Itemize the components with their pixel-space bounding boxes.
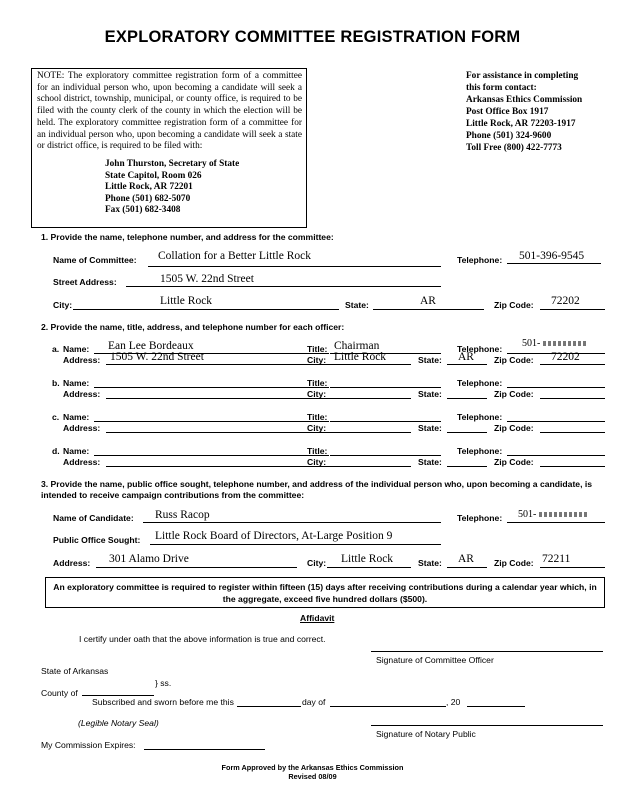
officer-a-name-value: Ean Lee Bordeaux [108,340,194,352]
office-sought-value: Little Rock Board of Directors, At-Large Position 9 [155,530,393,542]
candidate-telephone-label: Telephone: [457,513,503,523]
officer-b-address-label: Address: [63,389,101,399]
officer-a-state-value: AR [458,351,474,363]
street-label: Street Address: [53,277,117,287]
officer-a-state-label: State: [418,355,442,365]
officer-a-state-field[interactable] [447,364,487,365]
officer-c-title-field[interactable] [330,421,441,422]
officer-signature-field[interactable] [371,651,603,652]
redacted-mark [543,341,587,346]
year-field[interactable] [467,706,525,707]
officer-c-zip-field[interactable] [540,432,605,433]
candidate-address-label: Address: [53,558,91,568]
officer-b-zip-field[interactable] [540,398,605,399]
day-of-text: day of [302,697,326,707]
county-field[interactable] [82,695,154,696]
officer-a-zip-value: 72202 [551,351,580,363]
section2-question: 2. Provide the name, title, address, and telephone number for each officer: [41,322,345,332]
street-value: 1505 W. 22nd Street [160,273,254,285]
officer-c-telephone-field[interactable] [507,421,605,422]
officer-d-title-field[interactable] [330,455,441,456]
street-field[interactable] [126,286,441,287]
officer-a-zip-field[interactable] [540,364,605,365]
officer-b-state-field[interactable] [447,398,487,399]
officer-signature-label: Signature of Committee Officer [376,655,494,665]
officer-a-city-field[interactable] [327,364,411,365]
zip-field[interactable] [540,309,605,310]
officer-d-name-label: Name: [63,446,90,456]
officer-a-city-value: Little Rock [334,351,387,363]
officer-b-title-field[interactable] [330,387,441,388]
officer-a-title-label: Title: [307,344,328,354]
officer-c-name-label: Name: [63,412,90,422]
candidate-state-label: State: [418,558,442,568]
officer-b-title-label: Title: [307,378,328,388]
officer-c-letter: c. [52,412,60,422]
candidate-city-field[interactable] [327,567,411,568]
officer-d-telephone-field[interactable] [507,455,605,456]
notary-signature-label: Signature of Notary Public [376,729,476,739]
footer-revised: Revised 08/09 [288,772,337,781]
officer-c-title-label: Title: [307,412,328,422]
officer-a-zip-label: Zip Code: [494,355,534,365]
officer-d-state-label: State: [418,457,442,467]
ss-mark: } ss. [155,678,172,688]
officer-d-city-label: City: [307,457,327,467]
assistance-contact: For assistance in completing this form contact: Arkansas Ethics Commission Post Office Box 1917 Little Rock, AR 72203-1917 Phone (501) 324-9600 Toll Free (800) 422-7773 [466,71,583,153]
officer-c-zip-label: Zip Code: [494,423,534,433]
officer-d-state-field[interactable] [447,466,487,467]
footer-approval: Form Approved by the Arkansas Ethics Commission [221,763,404,772]
note-text: NOTE: The exploratory committee registration form of a committee for an individual person who, upon becoming a candidate will seek a school district, township, municipal, or county office, is required to be filed with the county clerk of the county in which the election will be held. The exploratory committee registration form of a committee for an individual person who, upon becoming a candidate will seek a state or district office, is required to be filed with: [37,71,302,152]
candidate-zip-value: 72211 [542,553,571,565]
city-field[interactable] [73,309,339,310]
committee-telephone-label: Telephone: [457,255,503,265]
officer-a-address-field[interactable] [106,364,329,365]
notary-signature-field[interactable] [371,725,603,726]
redacted-mark [539,512,589,517]
officer-d-address-label: Address: [63,457,101,467]
officer-a-address-label: Address: [63,355,101,365]
city-label: City: [53,300,73,310]
committee-name-field[interactable] [148,266,441,267]
officer-d-letter: d. [52,446,60,456]
city-value: Little Rock [160,295,213,307]
office-sought-label: Public Office Sought: [53,535,141,545]
officer-b-address-field[interactable] [106,398,329,399]
candidate-city-value: Little Rock [341,553,394,565]
officer-c-name-field[interactable] [94,421,329,422]
officer-b-name-label: Name: [63,378,90,388]
form-title: EXPLORATORY COMMITTEE REGISTRATION FORM [104,28,521,46]
officer-d-telephone-label: Telephone: [457,446,503,456]
officer-c-city-field[interactable] [327,432,411,433]
officer-d-zip-field[interactable] [540,466,605,467]
officer-b-telephone-label: Telephone: [457,378,503,388]
year-prefix: , 20 [446,697,461,707]
officer-a-telephone-value: 501- [522,338,587,349]
officer-b-city-field[interactable] [327,398,411,399]
section3-question: 3. Provide the name, public office sought, telephone number, and address of the individual person who, upon becoming a candidate, is intended to receive campaign contributions from the committee: [41,479,593,500]
officer-a-city-label: City: [307,355,327,365]
officer-c-address-label: Address: [63,423,101,433]
candidate-field[interactable] [143,522,441,523]
candidate-state-value: AR [458,553,474,565]
state-value: AR [420,295,436,307]
officer-a-letter: a. [52,344,60,354]
month-field[interactable] [330,706,446,707]
zip-value: 72202 [551,295,580,307]
candidate-address-value: 301 Alamo Drive [109,553,189,565]
committee-name-label: Name of Committee: [53,255,137,265]
officer-a-address-value: 1505 W. 22nd Street [110,351,204,363]
state-label: State: [345,300,369,310]
officer-c-city-label: City: [307,423,327,433]
secretary-address: John Thurston, Secretary of State State Capitol, Room 026 Little Rock, AR 72201 Phone (501) 682-5070 Fax (501) 682-3408 [105,158,240,216]
registration-notice: An exploratory committee is required to register within fifteen (15) days after receiving contributions during a calendar year which, in the aggregate, exceed five hundred dollars ($500). [45,577,605,608]
officer-a-title-value: Chairman [334,340,380,352]
office-sought-field[interactable] [150,544,441,545]
state-of-arkansas: State of Arkansas [41,666,109,676]
section1-question: 1. Provide the name, telephone number, and address for the committee: [41,232,334,242]
commission-expires-label: My Commission Expires: [41,740,136,750]
officer-c-address-field[interactable] [106,432,329,433]
officer-d-name-field[interactable] [94,455,329,456]
candidate-zip-label: Zip Code: [494,558,534,568]
candidate-value: Russ Racop [155,509,210,521]
officer-b-telephone-field[interactable] [507,387,605,388]
commission-expires-field[interactable] [144,749,265,750]
officer-a-telephone-label: Telephone: [457,344,503,354]
zip-label: Zip Code: [494,300,534,310]
certify-text: I certify under oath that the above information is true and correct. [79,634,326,644]
committee-telephone-field[interactable] [507,263,601,264]
notary-seal-label: (Legible Notary Seal) [78,718,159,728]
state-field[interactable] [373,309,484,310]
officer-d-zip-label: Zip Code: [494,457,534,467]
candidate-state-field[interactable] [447,567,487,568]
officer-c-telephone-label: Telephone: [457,412,503,422]
officer-b-state-label: State: [418,389,442,399]
committee-telephone-value: 501-396-9545 [519,250,585,262]
subscribed-text: Subscribed and sworn before me this [92,697,234,707]
affidavit-heading: Affidavit [300,613,335,623]
committee-name-value: Collation for a Better Little Rock [158,250,311,262]
candidate-city-label: City: [307,558,327,568]
officer-a-name-label: Name: [63,344,90,354]
officer-b-name-field[interactable] [94,387,329,388]
officer-b-letter: b. [52,378,60,388]
officer-b-zip-label: Zip Code: [494,389,534,399]
candidate-zip-field[interactable] [540,567,605,568]
note-box [31,68,307,228]
officer-b-city-label: City: [307,389,327,399]
officer-d-title-label: Title: [307,446,328,456]
county-label: County of [41,688,78,698]
officer-c-state-label: State: [418,423,442,433]
day-field[interactable] [237,706,301,707]
officer-d-city-field[interactable] [327,466,411,467]
candidate-label: Name of Candidate: [53,513,134,523]
officer-d-address-field[interactable] [106,466,329,467]
candidate-telephone-field[interactable] [507,522,605,523]
officer-c-state-field[interactable] [447,432,487,433]
candidate-telephone-value: 501- [518,509,589,520]
candidate-address-field[interactable] [96,567,297,568]
